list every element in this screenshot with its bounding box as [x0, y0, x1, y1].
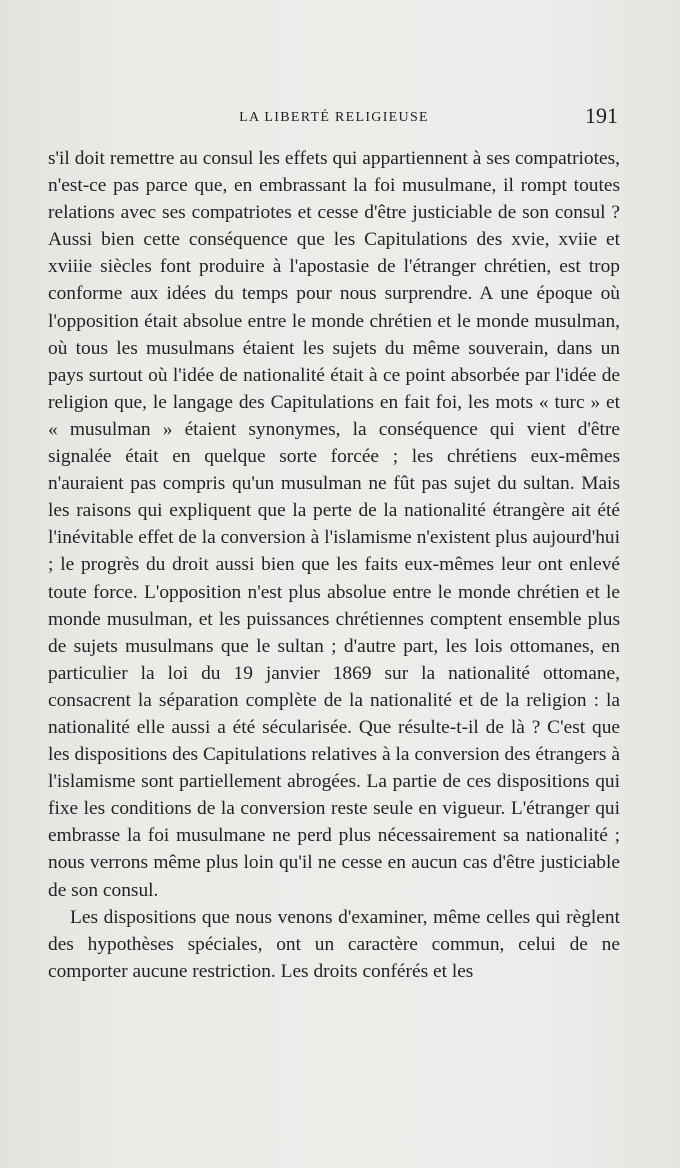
- running-title: LA LIBERTÉ RELIGIEUSE: [239, 110, 429, 125]
- page-number: 191: [585, 103, 618, 128]
- running-head: [48, 104, 620, 134]
- paragraph-1: s'il doit remettre au consul les effets qui appartiennent à ses compatriotes, n'est-ce pas parce que, en embrassant la foi musulmane, il rompt toutes relations avec ses compatriotes et cesse d'être justiciable de son consul ? Aussi bien cette conséquence que les Capitulations des xvie, xviie et xviiie siècles font produire à l'apostasie de l'étranger chrétien, est trop conforme aux idées du temps pour nous surprendre. A une époque où l'opposition était absolue entre le monde chrétien et le monde musulman, où tous les musulmans étaient les sujets du même souverain, dans un pays surtout où l'idée de nationalité était à ce point absorbée par l'idée de religion que, le langage des Capitulations en fait foi, les mots « turc » et « musulman » étaient synonymes, la conséquence qui vient d'être signalée était en quelque sorte forcée ; les chrétiens eux-mêmes n'auraient pas compris qu'un musulman ne fût pas sujet du sultan. Mais les raisons qui expliquent que la perte de la nationalité étrangère ait été l'inévitable effet de la conversion à l'islamisme n'existent plus aujourd'hui ; le progrès du droit aussi bien que les faits eux-mêmes leur ont enlevé toute force. L'opposition n'est plus absolue entre le monde chrétien et le monde musulman, et les puissances chrétiennes comptent ensemble plus de sujets musulmans que le sultan ; d'autre part, les lois ottomanes, en particulier la loi du 19 janvier 1869 sur la nationalité ottomane, consacrent la séparation complète de la nationalité et de la religion : la nationalité elle aussi a été sécularisée. Que résulte-t-il de là ? C'est que les dispositions des Capitulations relatives à la conversion des étrangers à l'islamisme sont partiellement abrogées. La partie de ces dispositions qui fixe les conditions de la conversion reste seule en vigueur. L'étranger qui embrasse la foi musulmane ne perd plus nécessairement sa nationalité ; nous verrons même plus loin qu'il ne cesse en aucun cas d'être justiciable de son consul.: [48, 148, 620, 901]
- body-text: [48, 145, 620, 985]
- paragraph-2: Les dispositions que nous venons d'examiner, même celles qui règlent des hypothèses spéciales, ont un caractère commun, celui de ne comporter aucune restriction. Les droits conférés et les: [48, 906, 620, 982]
